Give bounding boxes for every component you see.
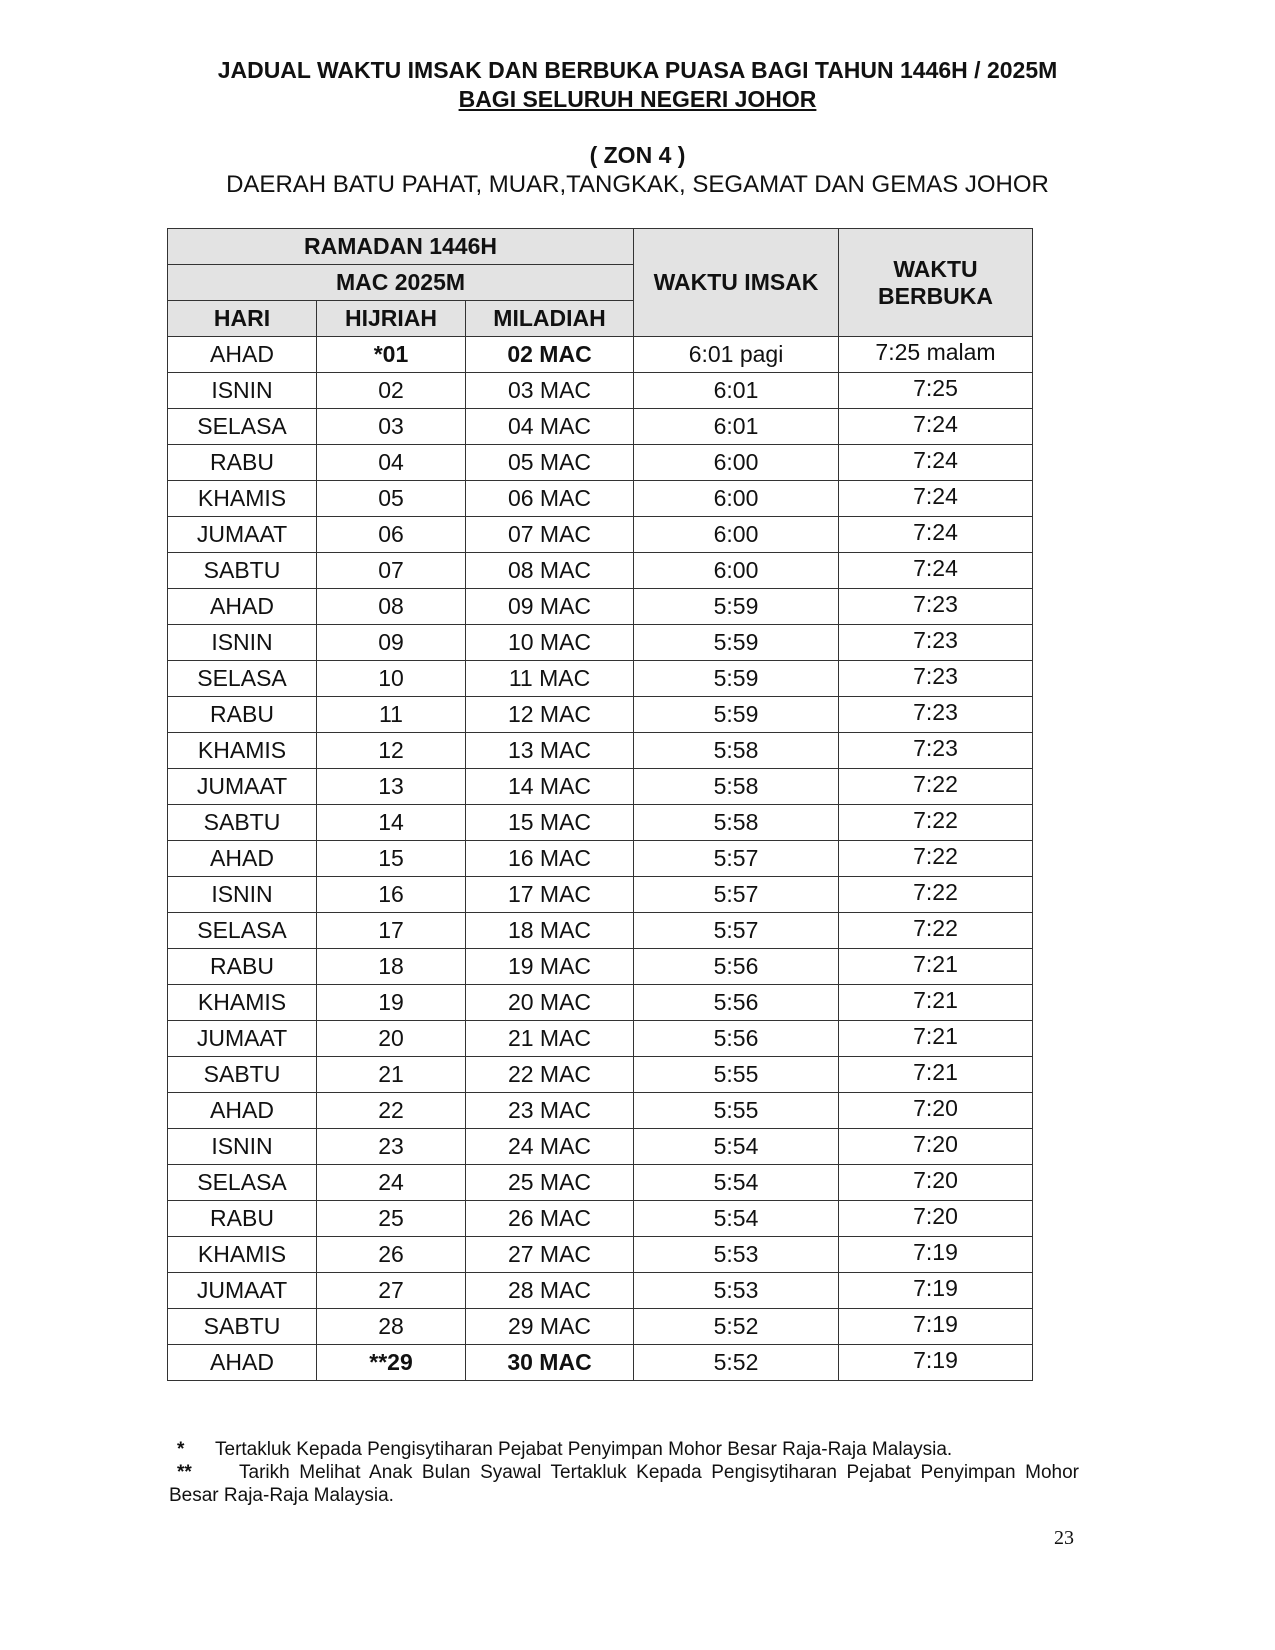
hari-cell: SABTU [168,1057,317,1093]
berbuka-cell: 7:22 [839,805,1033,841]
hijriah-cell: 11 [317,697,466,733]
berbuka-cell: 7:23 [839,589,1033,625]
hijriah-cell: 25 [317,1201,466,1237]
imsak-cell: 5:58 [634,769,839,805]
miladiah-cell: 28 MAC [466,1273,634,1309]
imsak-cell: 5:57 [634,877,839,913]
hari-cell: SELASA [168,409,317,445]
miladiah-cell: 21 MAC [466,1021,634,1057]
miladiah-cell: 27 MAC [466,1237,634,1273]
table-row [168,733,1033,769]
zone-label: ( ZON 4 ) [589,142,686,168]
miladiah-cell: 15 MAC [466,805,634,841]
hari-cell: ISNIN [168,1129,317,1165]
miladiah-cell: 09 MAC [466,589,634,625]
imsak-header: WAKTU IMSAK [634,229,839,337]
imsak-cell: 5:54 [634,1129,839,1165]
table-row [168,661,1033,697]
hijriah-cell: 03 [317,409,466,445]
footnote-2 [169,1461,1079,1507]
imsak-cell: 5:56 [634,985,839,1021]
miladiah-cell: 13 MAC [466,733,634,769]
hijriah-cell: 21 [317,1057,466,1093]
hijriah-cell: 10 [317,661,466,697]
miladiah-cell: 08 MAC [466,553,634,589]
miladiah-cell: 05 MAC [466,445,634,481]
hijriah-cell: **29 [317,1345,466,1381]
month-header: MAC 2025M [168,265,634,301]
miladiah-cell: 03 MAC [466,373,634,409]
imsak-cell: 5:55 [634,1093,839,1129]
hijriah-cell: 08 [317,589,466,625]
imsak-cell: 5:55 [634,1057,839,1093]
hijriah-cell: 13 [317,769,466,805]
miladiah-cell: 04 MAC [466,409,634,445]
imsak-cell: 5:56 [634,1021,839,1057]
hijriah-cell: 06 [317,517,466,553]
table-row [168,589,1033,625]
footnote-1-text: Tertakluk Kepada Pengisytiharan Pejabat Penyimpan Mohor Besar Raja-Raja Malaysia. [215,1439,953,1460]
hijriah-cell: 28 [317,1309,466,1345]
imsak-cell: 6:00 [634,481,839,517]
table-row [168,625,1033,661]
imsak-cell: 5:58 [634,733,839,769]
hijriah-cell: 02 [317,373,466,409]
table-row [168,337,1033,373]
table-row [168,409,1033,445]
berbuka-cell: 7:23 [839,733,1033,769]
ramadan-header: RAMADAN 1446H [168,229,634,265]
berbuka-cell: 7:25 malam [839,337,1033,373]
hari-cell: JUMAAT [168,517,317,553]
footnotes [169,1438,1079,1507]
table-row [168,1021,1033,1057]
table-row [168,769,1033,805]
hari-cell: AHAD [168,1345,317,1381]
footnote-2-marker: ** [177,1462,192,1483]
miladiah-cell: 14 MAC [466,769,634,805]
hijriah-cell: 18 [317,949,466,985]
miladiah-cell: 24 MAC [466,1129,634,1165]
hijriah-cell: 24 [317,1165,466,1201]
berbuka-header: WAKTU BERBUKA [839,229,1033,337]
imsak-cell: 5:57 [634,841,839,877]
footnote-2-text: Tarikh Melihat Anak Bulan Syawal Tertakluk Kepada Pengisytiharan Pejabat Penyimpan Mohor Besar Raja-Raja Malaysia. [169,1462,1079,1506]
berbuka-cell: 7:21 [839,1021,1033,1057]
miladiah-cell: 11 MAC [466,661,634,697]
berbuka-cell: 7:24 [839,517,1033,553]
berbuka-cell: 7:21 [839,1057,1033,1093]
berbuka-cell: 7:24 [839,553,1033,589]
imsak-cell: 6:00 [634,445,839,481]
page-number: 23 [1054,1527,1074,1549]
hari-cell: RABU [168,697,317,733]
hijriah-cell: 04 [317,445,466,481]
table-row [168,1057,1033,1093]
hijriah-cell: 05 [317,481,466,517]
hari-cell: SABTU [168,1309,317,1345]
miladiah-cell: 07 MAC [466,517,634,553]
berbuka-cell: 7:21 [839,985,1033,1021]
berbuka-cell: 7:19 [839,1345,1033,1381]
hijriah-cell: 07 [317,553,466,589]
hijriah-cell: 26 [317,1237,466,1273]
miladiah-cell: 12 MAC [466,697,634,733]
imsak-cell: 5:59 [634,589,839,625]
hari-cell: ISNIN [168,625,317,661]
hari-cell: ISNIN [168,877,317,913]
hari-cell: SELASA [168,1165,317,1201]
miladiah-cell: 18 MAC [466,913,634,949]
table-row [168,1165,1033,1201]
table-row [168,445,1033,481]
berbuka-cell: 7:25 [839,373,1033,409]
hari-cell: AHAD [168,841,317,877]
berbuka-cell: 7:24 [839,481,1033,517]
miladiah-cell: 16 MAC [466,841,634,877]
hari-cell: AHAD [168,589,317,625]
berbuka-cell: 7:22 [839,769,1033,805]
berbuka-cell: 7:20 [839,1201,1033,1237]
imsak-cell: 5:57 [634,913,839,949]
table-row [168,517,1033,553]
berbuka-cell: 7:23 [839,625,1033,661]
hijriah-cell: 09 [317,625,466,661]
imsak-cell: 5:53 [634,1237,839,1273]
miladiah-cell: 02 MAC [466,337,634,373]
berbuka-cell: 7:20 [839,1165,1033,1201]
miladiah-cell: 22 MAC [466,1057,634,1093]
miladiah-cell: 30 MAC [466,1345,634,1381]
berbuka-cell: 7:22 [839,841,1033,877]
berbuka-cell: 7:21 [839,949,1033,985]
imsak-cell: 6:01 pagi [634,337,839,373]
hari-cell: JUMAAT [168,1021,317,1057]
imsak-cell: 5:59 [634,697,839,733]
hari-cell: SELASA [168,661,317,697]
hari-cell: KHAMIS [168,481,317,517]
district-label: DAERAH BATU PAHAT, MUAR,TANGKAK, SEGAMAT DAN GEMAS JOHOR [226,171,1049,198]
imsak-cell: 6:00 [634,553,839,589]
hari-cell: SABTU [168,805,317,841]
berbuka-cell: 7:19 [839,1309,1033,1345]
hari-cell: KHAMIS [168,733,317,769]
table-row [168,1201,1033,1237]
berbuka-cell: 7:24 [839,409,1033,445]
berbuka-cell: 7:19 [839,1273,1033,1309]
miladiah-cell: 23 MAC [466,1093,634,1129]
imsak-cell: 6:00 [634,517,839,553]
table-row [168,877,1033,913]
table-row [168,1273,1033,1309]
hijriah-cell: *01 [317,337,466,373]
berbuka-cell: 7:20 [839,1093,1033,1129]
berbuka-cell: 7:19 [839,1237,1033,1273]
table-row [168,1237,1033,1273]
hari-cell: AHAD [168,337,317,373]
imsak-cell: 5:59 [634,661,839,697]
document-title: JADUAL WAKTU IMSAK DAN BERBUKA PUASA BAGI TAHUN 1446H / 2025M [217,57,1058,83]
table-row [168,373,1033,409]
footnote-1 [169,1438,1079,1461]
imsak-cell: 5:56 [634,949,839,985]
berbuka-cell: 7:22 [839,913,1033,949]
hijriah-cell: 16 [317,877,466,913]
table-row [168,481,1033,517]
hijriah-cell: 12 [317,733,466,769]
schedule-table [167,228,1033,1381]
miladiah-header: MILADIAH [466,301,634,337]
hari-cell: RABU [168,949,317,985]
hari-cell: ISNIN [168,373,317,409]
miladiah-cell: 26 MAC [466,1201,634,1237]
hari-cell: KHAMIS [168,985,317,1021]
table-row [168,553,1033,589]
imsak-cell: 6:01 [634,409,839,445]
hijriah-cell: 15 [317,841,466,877]
hijriah-cell: 27 [317,1273,466,1309]
hijriah-cell: 14 [317,805,466,841]
table-row [168,697,1033,733]
imsak-cell: 5:52 [634,1309,839,1345]
table-row [168,985,1033,1021]
table-row [168,1345,1033,1381]
hari-cell: SELASA [168,913,317,949]
imsak-cell: 5:54 [634,1201,839,1237]
miladiah-cell: 29 MAC [466,1309,634,1345]
berbuka-cell: 7:23 [839,661,1033,697]
hari-cell: JUMAAT [168,1273,317,1309]
footnote-1-marker: * [177,1439,185,1460]
hijriah-cell: 20 [317,1021,466,1057]
hijriah-cell: 17 [317,913,466,949]
table-row [168,913,1033,949]
table-row [168,1309,1033,1345]
miladiah-cell: 17 MAC [466,877,634,913]
berbuka-cell: 7:23 [839,697,1033,733]
schedule-body [168,337,1033,1381]
hari-cell: SABTU [168,553,317,589]
imsak-cell: 5:59 [634,625,839,661]
table-row [168,1093,1033,1129]
imsak-cell: 5:52 [634,1345,839,1381]
hijriah-cell: 22 [317,1093,466,1129]
table-row [168,841,1033,877]
hari-cell: JUMAAT [168,769,317,805]
hijriah-cell: 23 [317,1129,466,1165]
table-row [168,805,1033,841]
hari-cell: KHAMIS [168,1237,317,1273]
hijriah-cell: 19 [317,985,466,1021]
miladiah-cell: 25 MAC [466,1165,634,1201]
hari-header: HARI [168,301,317,337]
table-row [168,949,1033,985]
imsak-cell: 5:54 [634,1165,839,1201]
imsak-cell: 6:01 [634,373,839,409]
hijriah-header: HIJRIAH [317,301,466,337]
hari-cell: AHAD [168,1093,317,1129]
berbuka-cell: 7:24 [839,445,1033,481]
berbuka-cell: 7:22 [839,877,1033,913]
hari-cell: RABU [168,1201,317,1237]
miladiah-cell: 10 MAC [466,625,634,661]
imsak-cell: 5:53 [634,1273,839,1309]
hari-cell: RABU [168,445,317,481]
miladiah-cell: 20 MAC [466,985,634,1021]
imsak-cell: 5:58 [634,805,839,841]
miladiah-cell: 19 MAC [466,949,634,985]
document-subtitle: BAGI SELURUH NEGERI JOHOR [458,86,817,112]
table-row [168,1129,1033,1165]
berbuka-cell: 7:20 [839,1129,1033,1165]
miladiah-cell: 06 MAC [466,481,634,517]
